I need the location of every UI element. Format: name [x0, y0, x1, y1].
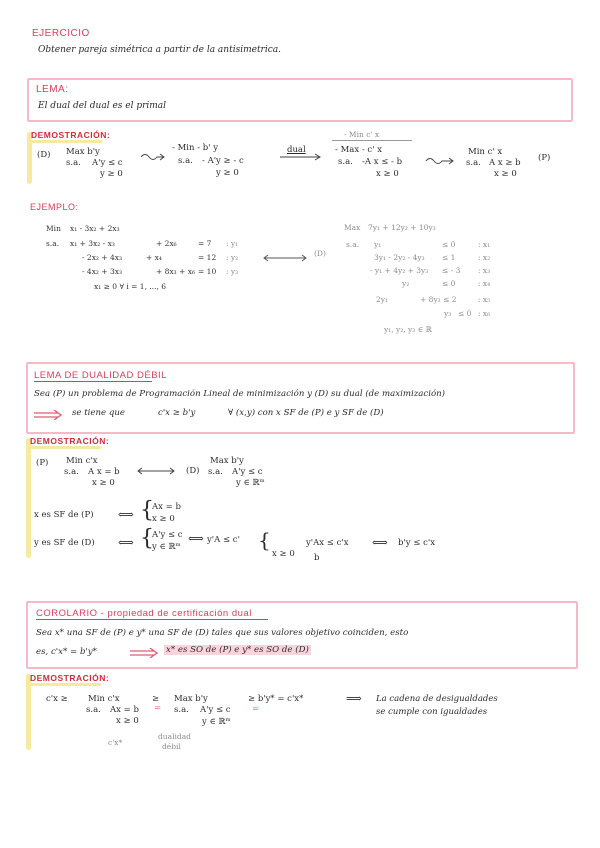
demo1-d-obj: Max b'y — [66, 147, 100, 157]
demo2-underline — [29, 446, 101, 449]
demo3-eq-b: = — [252, 704, 260, 714]
corolario-title: COROLARIO - propiedad de certificación dual — [36, 608, 252, 619]
lema2-implies-arrow — [34, 410, 64, 420]
demo3-max-obj: Max b'y — [174, 694, 208, 704]
demo1-p-tag: (P) — [538, 153, 551, 163]
demo3-max-sa: s.a. — [174, 705, 189, 715]
corolario-line2-pre: es, c'x* = b'y* — [36, 647, 97, 657]
ex-l-obj-label: Min — [46, 224, 61, 233]
demo2-y-brace2: { — [258, 528, 271, 552]
ex-l-r3: - 4x₂ + 3x₃ — [82, 267, 122, 276]
demo1-d-sa: s.a. — [66, 158, 81, 168]
ex-l-r3c: = 10 — [198, 267, 217, 276]
ex-r6c: : x₆ — [478, 309, 491, 318]
lema-text: El dual del dual es el primal — [38, 101, 167, 111]
demo2-y-c1: A'y ≤ c — [152, 530, 183, 540]
demo2-y-b: b — [314, 553, 320, 563]
demo1-p-c2: x ≥ 0 — [494, 169, 517, 179]
demo2-x-brace: { — [140, 498, 154, 523]
demo3-below-b1: dualidad — [158, 732, 191, 741]
ex-l-r1b: + 2x₆ — [156, 239, 177, 248]
demo2-y-brace: { — [140, 526, 154, 551]
ex-l-r3b: + 8x₃ + x₆ — [156, 267, 195, 276]
lema2-line1: Sea (P) un problema de Programación Lineal de minimización y (D) su dual (de maximización) — [34, 389, 446, 399]
ex-r1b: ≤ 0 — [442, 240, 456, 249]
demo1-label: DEMOSTRACIÓN: — [31, 130, 111, 140]
corolario-highlight: x* es SO de (P) e y* es SO de (D) — [166, 645, 309, 655]
demo1-r-line — [332, 140, 412, 141]
ex-l-r2c: = 12 — [198, 253, 217, 262]
corolario-line2-post — [164, 645, 311, 655]
demo1-d-c1: A'y ≤ c — [92, 158, 123, 168]
demo2-p-sa: s.a. — [64, 467, 79, 477]
demo1-r-obj: - Max - c' x — [335, 145, 383, 155]
ex-r1c: : x₁ — [478, 240, 491, 249]
ex-r1: y₁ — [374, 240, 382, 249]
double-arrow-example — [262, 253, 308, 263]
lema2-line2-post: ∀ (x,y) con x SF de (P) e y SF de (D) — [228, 408, 384, 418]
demo2-d-tag: (D) — [186, 466, 200, 476]
demo2-y-iff: ⟺ — [118, 536, 134, 549]
demo3-implies: ⟹ — [346, 692, 362, 705]
ex-l-r1d: : y₁ — [226, 239, 239, 248]
example-title: EJEMPLO: — [30, 202, 79, 212]
ex-r6b: ≤ 0 — [458, 309, 472, 318]
ex-r5: 2y₁ — [376, 295, 389, 304]
demo3-underline — [29, 683, 101, 686]
demo1-underline — [30, 140, 102, 143]
demo2-label: DEMOSTRACIÓN: — [30, 436, 110, 446]
demo2-y-mid: y'A ≤ c' — [207, 535, 240, 545]
demo3-min-c1: Ax = b — [110, 705, 139, 715]
demo3-a: c'x ≥ — [46, 694, 68, 704]
ex-r5c: : x₅ — [478, 295, 491, 304]
demo1-r-c2: x ≥ 0 — [376, 169, 399, 179]
ex-l-obj: x₁ - 3x₂ + 2x₃ — [70, 224, 120, 233]
demo1-m-c1: - A'y ≥ - c — [202, 156, 244, 166]
ex-r-obj-label: Max — [344, 223, 361, 232]
demo1-r-c1: -A x ≤ - b — [362, 157, 403, 167]
lema2-title: LEMA DE DUALIDAD DÉBIL — [34, 370, 167, 381]
demo2-y-iff2: ⟺ — [188, 532, 204, 545]
demo2-y-final: b'y ≤ c'x — [398, 538, 435, 548]
squiggle-arrow-1 — [140, 150, 166, 162]
demo3-max-c1: A'y ≤ c — [200, 705, 231, 715]
ex-l-r1: x₁ + 3x₂ - x₃ — [70, 239, 115, 248]
exercise-title: EJERCICIO — [32, 28, 90, 39]
demo3-ge1: ≥ — [152, 694, 160, 704]
ex-r7: y₁, y₂, y₃ ∈ ℝ — [384, 325, 432, 334]
demo2-x-sf: x es SF de (P) — [34, 510, 94, 520]
demo1-d-tag: (D) — [37, 150, 51, 160]
demo2-x-c1: Ax = b — [152, 502, 181, 512]
ex-r3: - y₁ + 4y₂ + 3y₃ — [370, 266, 429, 275]
lema-box — [27, 78, 573, 122]
lema2-line2-ineq: c'x ≥ b'y — [158, 408, 196, 418]
ex-r2b: ≤ 1 — [442, 253, 456, 262]
demo2-d-c1: A'y ≤ c — [232, 467, 263, 477]
demo2-bar — [26, 438, 31, 558]
demo1-dual-label: dual — [287, 145, 306, 155]
demo2-d-sa: s.a. — [208, 467, 223, 477]
corolario-title-underline — [36, 619, 268, 620]
ex-r4b: ≤ 0 — [442, 279, 456, 288]
ex-r6: y₃ — [444, 309, 452, 318]
demo1-p-c1: A x ≥ b — [489, 158, 521, 168]
ex-l-r2d: : y₂ — [226, 253, 239, 262]
ex-d-tag: (D) — [314, 249, 326, 258]
demo2-y-sf: y es SF de (D) — [34, 538, 95, 548]
demo3-max-c2: y ∈ ℝᵐ — [202, 717, 231, 727]
demo2-y-mult: y'Ax ≤ c'x — [306, 538, 349, 548]
ex-l-r1c: = 7 — [198, 239, 212, 248]
demo2-y-iff3: ⟺ — [372, 536, 388, 549]
corolario-line1: Sea x* una SF de (P) e y* una SF de (D) tales que sus valores objetivo coinciden, esto — [36, 628, 409, 638]
demo3-min-c2: x ≥ 0 — [116, 716, 139, 726]
corolario-implies-arrow — [130, 648, 160, 658]
demo3-conclusion2: se cumple con igualdades — [376, 707, 488, 717]
ex-l-r3d: : y₃ — [226, 267, 239, 276]
demo1-r-top: - Min c' x — [344, 130, 380, 139]
demo2-p-obj: Min c'x — [66, 456, 98, 466]
demo1-p-obj: Min c' x — [468, 147, 503, 157]
demo3-below-a: c'x* — [108, 738, 123, 747]
ex-l-r2: - 2x₂ + 4x₃ — [82, 253, 122, 262]
demo3-eq-a: = — [154, 703, 162, 713]
demo2-d-c2: y ∈ ℝᵐ — [236, 478, 265, 488]
demo2-x-c2: x ≥ 0 — [152, 514, 175, 524]
ex-l-r4: x₁ ≥ 0 ∀ i = 1, ..., 6 — [94, 282, 167, 291]
lema-title: LEMA: — [36, 84, 69, 95]
ex-r-sa: s.a. — [346, 240, 360, 249]
demo1-m-sa: s.a. — [178, 156, 193, 166]
demo3-min-obj: Min c'x — [88, 694, 120, 704]
ex-r3b: ≤ - 3 — [442, 266, 461, 275]
demo2-y-x: x ≥ 0 — [272, 549, 295, 559]
ex-r2c: : x₂ — [478, 253, 491, 262]
demo3-below-b2: débil — [162, 742, 181, 751]
demo2-x-iff: ⟺ — [118, 508, 134, 521]
lema2-title-underline — [34, 381, 152, 382]
ex-r4: y₂ — [402, 279, 410, 288]
demo1-p-sa: s.a. — [466, 158, 481, 168]
ex-r4c: : x₄ — [478, 279, 491, 288]
demo2-d-obj: Max b'y — [210, 456, 244, 466]
ex-r-obj: 7y₁ + 12y₂ + 10y₃ — [368, 223, 436, 232]
demo2-y-c2: y ∈ ℝᵐ — [152, 542, 181, 552]
ex-r2: 3y₁ - 2y₂ - 4y₃ — [374, 253, 425, 262]
demo2-p-c2: x ≥ 0 — [92, 478, 115, 488]
ex-r5b: + 8y₃ ≤ 2 — [420, 295, 457, 304]
demo1-m-obj: - Min - b' y — [172, 143, 219, 153]
demo1-m-c2: y ≥ 0 — [216, 168, 239, 178]
demo2-p-tag: (P) — [36, 458, 49, 468]
demo1-d-c2: y ≥ 0 — [100, 169, 123, 179]
demo2-p-c1: A x = b — [88, 467, 120, 477]
demo2-double-arrow — [136, 466, 176, 476]
ex-l-sa: s.a. — [46, 239, 60, 248]
ex-r3c: : x₃ — [478, 266, 491, 275]
demo3-ge2: ≥ b'y* = c'x* — [248, 694, 304, 704]
dual-arrow — [280, 153, 322, 161]
demo3-min-sa: s.a. — [86, 705, 101, 715]
demo3-conclusion1: La cadena de desigualdades — [376, 694, 498, 704]
squiggle-arrow-2 — [425, 154, 455, 166]
ex-l-r2b: + x₄ — [146, 253, 162, 262]
demo3-label: DEMOSTRACIÓN: — [30, 673, 110, 683]
exercise-text: Obtener pareja simétrica a partir de la antisimetrica. — [38, 45, 282, 55]
lema2-line2-pre: se tiene que — [72, 408, 125, 418]
demo1-r-sa: s.a. — [338, 157, 353, 167]
